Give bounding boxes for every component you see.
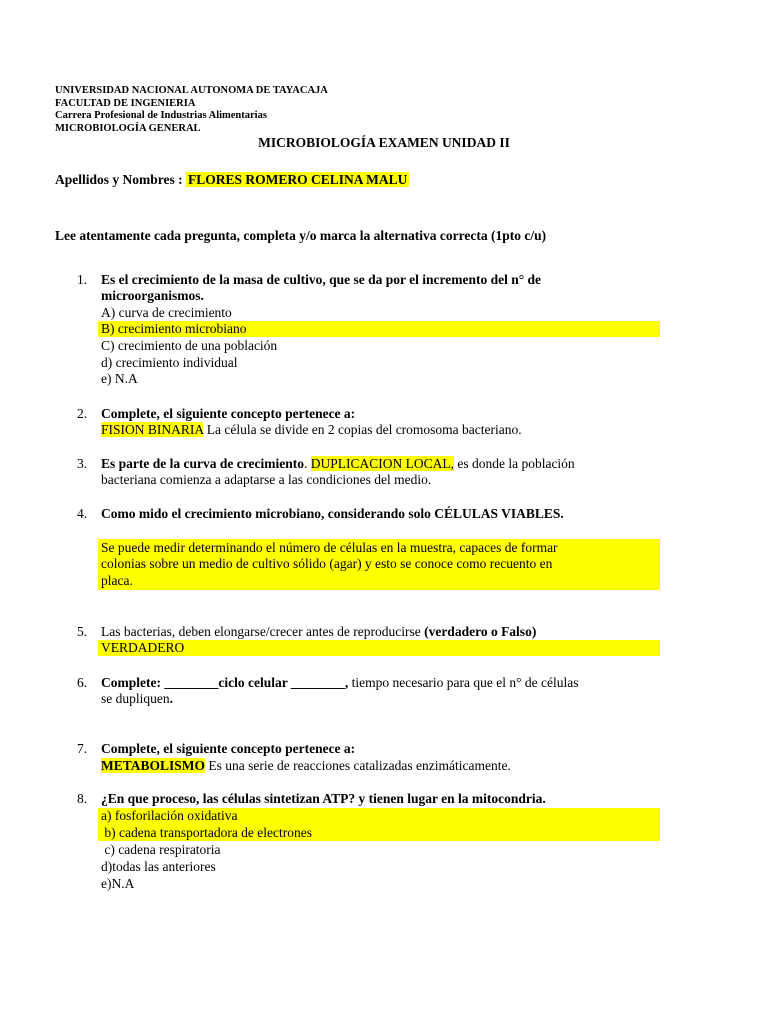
question-7-answer: METABOLISMO [101, 758, 206, 773]
university-name: UNIVERSIDAD NACIONAL AUTONOMA DE TAYACAJA [55, 85, 328, 96]
question-4-number: 4. [77, 506, 88, 521]
course-name: MICROBIOLOGÍA GENERAL [55, 122, 201, 134]
question-3-line1 [101, 456, 575, 473]
question-1-option-a: A) curva de crecimiento [101, 305, 232, 320]
exam-title: MICROBIOLOGÍA EXAMEN UNIDAD II [258, 135, 510, 150]
question-8-number: 8. [77, 791, 88, 806]
question-3-rest-line1: es donde la población [453, 456, 575, 471]
question-6-line2 [101, 691, 173, 708]
student-row [55, 172, 409, 189]
question-5-number: 5. [77, 624, 88, 639]
question-1-option-b: B) crecimiento microbiano [101, 321, 247, 336]
question-1-text-line1: Es el crecimiento de la masa de cultivo, que se da por el incremento del n° de [101, 272, 541, 287]
question-8-option-c: c) cadena respiratoria [101, 842, 221, 857]
question-1-option-e: e) N.A [101, 371, 138, 386]
career-name: Carrera Profesional de Industrias Alimentarias [55, 110, 267, 121]
document-header [55, 85, 328, 135]
question-3-text: Es parte de la curva de crecimiento [101, 456, 304, 471]
question-5-answer: VERDADERO [101, 640, 185, 655]
question-3-answer: DUPLICACION LOCAL, [310, 456, 454, 471]
question-1-option-c: C) crecimiento de una población [101, 338, 278, 353]
student-name: FLORES ROMERO CELINA MALU [188, 172, 408, 187]
question-8-option-a: a) fosforilación oxidativa [101, 808, 238, 823]
question-2-answer-line [101, 422, 522, 439]
question-5-bold: (verdadero o Falso) [424, 624, 537, 639]
question-8-text: ¿En que proceso, las células sintetizan ATP? y tienen lugar en la mitocondria. [101, 791, 546, 806]
faculty-name: FACULTAD DE INGENIERIA [55, 97, 196, 109]
question-4-answer-line3: placa. [101, 573, 133, 588]
question-5-line1 [101, 624, 536, 641]
question-8-option-d: d)todas las anteriores [101, 859, 216, 874]
question-2-answer: FISION BINARIA [101, 422, 204, 437]
question-2-text: Complete, el siguiente concepto pertenece a: [101, 406, 356, 421]
instructions: Lee atentamente cada pregunta, completa y/o marca la alternativa correcta (1pto c/u) [55, 228, 547, 243]
question-2-rest: La célula se divide en 2 copias del cromosoma bacteriano. [203, 422, 522, 437]
question-5-text: Las bacterias, deben elongarse/crecer antes de reproducirse [101, 624, 425, 639]
question-4-text: Como mido el crecimiento microbiano, considerando solo CÉLULAS VIABLES. [101, 506, 564, 521]
question-4-answer-line2: colonias sobre un medio de cultivo sólido (agar) y esto se conoce como recuento en [101, 556, 553, 571]
question-1-option-d: d) crecimiento individual [101, 355, 238, 370]
question-6-rest-line1: tiempo necesario para que el n° de células [348, 675, 579, 690]
question-8-option-b: b) cadena transportadora de electrones [101, 825, 313, 840]
question-7-text: Complete, el siguiente concepto pertenece a: [101, 741, 356, 756]
question-6-rest-line2: se dupliquen [101, 691, 170, 706]
student-label: Apellidos y Nombres : [55, 172, 183, 187]
question-6-line1 [101, 675, 579, 692]
question-1-number: 1. [77, 272, 88, 287]
question-7-number: 7. [77, 741, 88, 756]
question-6-dot: . [169, 691, 173, 706]
question-6-text: Complete: ________ciclo celular ________, [101, 675, 349, 690]
question-7-rest: Es una serie de reacciones catalizadas enzimáticamente. [205, 758, 511, 773]
question-7-answer-line [101, 758, 511, 775]
question-2-number: 2. [77, 406, 88, 421]
question-1-text-line2: microorganismos. [101, 288, 204, 303]
question-8-option-e: e)N.A [101, 876, 135, 891]
question-6-number: 6. [77, 675, 88, 690]
question-4-answer-line1: Se puede medir determinando el número de células en la muestra, capaces de formar [101, 540, 558, 555]
question-3-rest-line2: bacteriana comienza a adaptarse a las condiciones del medio. [101, 472, 432, 487]
question-3-number: 3. [77, 456, 88, 471]
question-3-dot: . [303, 456, 311, 471]
